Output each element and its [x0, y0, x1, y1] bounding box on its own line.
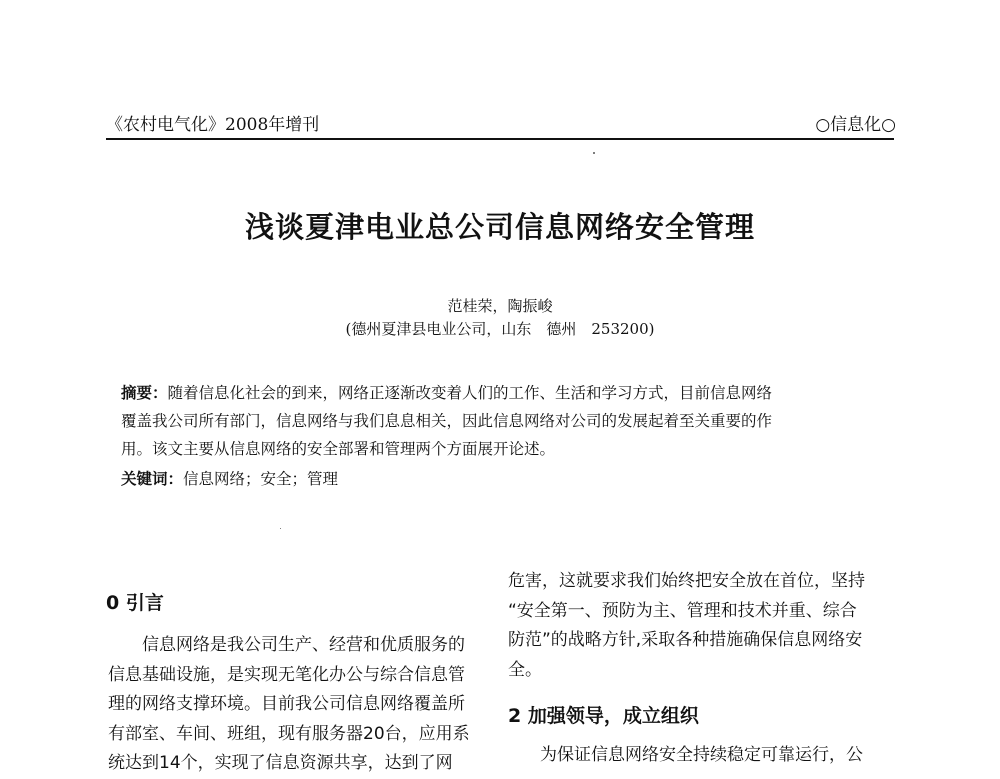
abstract-line: 用。该文主要从信息网络的安全部署和管理两个方面展开论述。	[121, 440, 556, 458]
abstract-line: 摘要：随着信息化社会的到来，网络正逐渐改变着人们的工作、生活和学习方式，目前信息网络	[121, 384, 773, 402]
body-line: 为保证信息网络安全持续稳定可靠运行，公	[540, 745, 863, 765]
section-heading-introduction: 0 引言	[106, 592, 164, 614]
keywords-label: 关键词：	[121, 470, 184, 488]
abstract-label: 摘要：	[121, 384, 168, 402]
section-heading-leadership: 2 加强领导，成立组织	[508, 705, 699, 727]
body-line: 信息网络是我公司生产、经营和优质服务的	[108, 635, 465, 655]
article-affiliation: (德州夏津县电业公司，山东 德州 253200)	[345, 320, 655, 338]
body-line: 全。	[508, 659, 542, 680]
scan-speck	[280, 528, 281, 529]
abstract-line: 覆盖我公司所有部门，信息网络与我们息息相关，因此信息网络对公司的发展起着至关重要的作	[121, 412, 773, 430]
right-column-body	[508, 567, 894, 685]
article-authors: 范桂荣，陶振峻	[447, 297, 553, 315]
scan-speck	[593, 152, 595, 154]
body-line: 防范”的战略方针,采取各种措施确保信息网络安	[508, 630, 863, 650]
journal-header: 《农村电气化》2008年增刊	[106, 115, 320, 135]
body-line: 理的网络支撑环境。目前我公司信息网络覆盖所	[108, 694, 465, 714]
keywords-text: 信息网络；安全；管理	[183, 470, 339, 488]
article-title: 浅谈夏津电业总公司信息网络安全管理	[244, 210, 755, 244]
keywords	[121, 467, 338, 489]
abstract	[121, 379, 891, 463]
body-line: 信息基础设施，是实现无笔化办公与综合信息管	[108, 664, 465, 685]
body-line: 有部室、车间、班组，现有服务器20台，应用系	[108, 723, 470, 744]
section-header: ○信息化○	[815, 115, 896, 135]
body-line: 统达到14个，实现了信息资源共享，达到了网	[108, 753, 453, 773]
body-line: “安全第一、预防为主、管理和技术并重、综合	[508, 600, 857, 621]
header-rule	[106, 138, 894, 140]
left-column-body	[108, 631, 494, 779]
body-line: 危害，这就要求我们始终把安全放在首位，坚持	[508, 571, 865, 591]
